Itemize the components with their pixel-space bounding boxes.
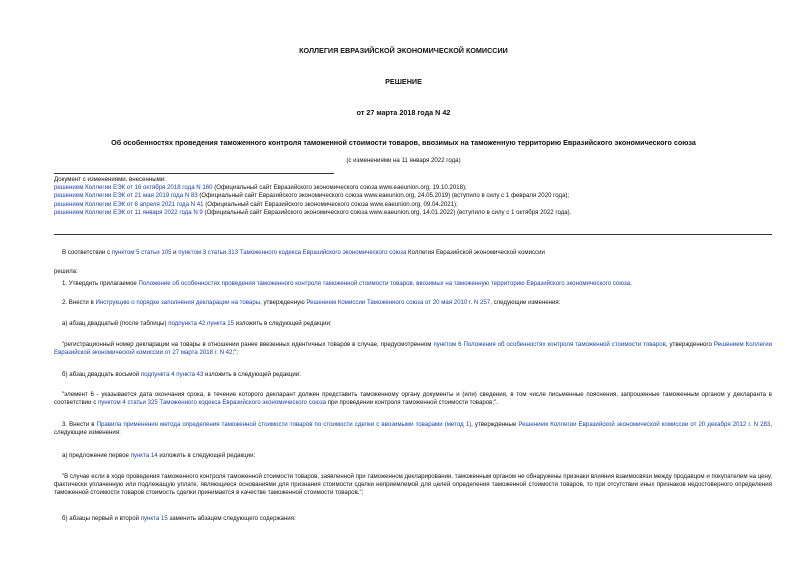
decision-link[interactable]: Решением Коллегии Евразийской экономической комиссии от 20 декабря 2012 г. N 283	[518, 421, 771, 428]
amendment-link[interactable]: решением Коллегии ЕЭК от 16 октября 2018 года N 160	[54, 184, 213, 192]
paragraph-preamble: В соответствии с пунктом 5 статьи 105 и пунктом 3 статьи 313 Таможенного кодекса Евразийского экономического союза Коллегия Евразийской экономической комиссии	[62, 249, 545, 256]
subclause-link[interactable]: подпункта 42 пункта 15	[168, 320, 235, 327]
regulation-link[interactable]: пунктом 6 Положения об особенностях контроля таможенной стоимости товаров	[433, 341, 666, 348]
divider-top	[54, 173, 334, 174]
paragraph-item-2: 2. Внести в Инструкцию о порядке заполнения декларации на товары, утвержденную Решением Комиссии Таможенного союза от 20 мая 2010 г. N 257, следующие изменения:	[62, 299, 561, 306]
amendment-item: решением Коллегии ЕЭК от 11 января 2022 года N 9 (Официальный сайт Евразийского экономического союза www.eaeunion.org, 14.01.2022) (вступило в силу с 1 октября 2022 года).	[54, 208, 572, 216]
subclause-link[interactable]: подпункта 4 пункта 43	[140, 371, 204, 378]
paragraph-item-2b: б) абзац двадцать восьмой подпункта 4 пункта 43 изложить в следующей редакции:	[62, 371, 301, 378]
version-note: (с изменениями на 11 января 2022 года)	[346, 157, 461, 164]
divider-bottom	[54, 234, 772, 235]
law-link[interactable]: пунктом 5 статьи 105	[111, 249, 172, 256]
clause-link[interactable]: пункта 15	[140, 515, 168, 522]
regulation-link[interactable]: Положение об особенностях проведения таможенного контроля таможенной стоимости товаров, ввозимых на таможенную территорию Евразийского экономического союза	[138, 280, 631, 287]
paragraph-item-1: 1. Утвердить прилагаемое Положение об особенностях проведения таможенного контроля таможенной стоимости товаров, ввозимых на таможенную территорию Евразийского экономического союза.	[62, 280, 632, 287]
document-title: Об особенностях проведения таможенного контроля таможенной стоимости товаров, ввозимых на таможенную территорию Евразийского экономического союза	[111, 138, 696, 147]
amendment-link[interactable]: решением Коллегии ЕЭК от 6 апреля 2021 года N 41	[54, 200, 204, 208]
document-type: РЕШЕНИЕ	[385, 77, 422, 86]
code-link[interactable]: пунктом 4 статьи 325 Таможенного кодекса Евразийского экономического союза	[97, 399, 327, 407]
issuing-body: КОЛЛЕГИЯ ЕВРАЗИЙСКОЙ ЭКОНОМИЧЕСКОЙ КОМИССИИ	[299, 46, 508, 55]
amendment-item: решением Коллегии ЕЭК от 16 октября 2018 года N 160 (Официальный сайт Евразийского экономического союза www.eaeunion.org, 19.10.2018);	[54, 184, 467, 192]
amendment-link[interactable]: решением Коллегии ЕЭК от 11 января 2022 года N 9	[54, 208, 203, 216]
paragraph-item-3b: б) абзацы первый и второй пункта 15 заменить абзацем следующего содержания:	[62, 515, 296, 522]
rules-link[interactable]: Правила применения метода определения таможенной стоимости товаров по стоимости сделки с ввозимыми товарами (метод 1)	[96, 421, 472, 428]
amendment-link[interactable]: решением Коллегии ЕЭК от 21 мая 2019 года N 83	[54, 192, 198, 200]
paragraph-item-3a: а) предложение первое пункта 14 изложить в следующей редакции:	[62, 452, 256, 459]
paragraph-decided: решила:	[54, 268, 78, 275]
amendment-item: решением Коллегии ЕЭК от 21 мая 2019 года N 83 (Официальный сайт Евразийского экономического союза www.eaeunion.org, 24.05.2019) (вступило в силу с 1 февраля 2020 года);	[54, 192, 570, 200]
decision-link[interactable]: Решением Коллегии Евразийской экономической комиссии от 27 марта 2018 г. N 42	[54, 341, 773, 357]
amendment-item: решением Коллегии ЕЭК от 6 апреля 2021 года N 41 (Официальный сайт Евразийского экономического союза www.eaeunion.org, 09.04.2021);	[54, 200, 458, 208]
document-date-number: от 27 марта 2018 года N 42	[356, 108, 451, 117]
amendments-list	[54, 176, 774, 217]
paragraph-quote-2: "элемент 6 - указывается дата окончания срока, в течение которого декларант должен представить таможенному органу документы и (или) сведения, в том числе письменные пояснения, запрошенные таможенным органом у декларанта в соответствии с пунктом 4 статьи 325 Таможенного кодекса Евразийского экономического союза при проведении контроля таможенной стоимости товаров;".	[54, 391, 772, 407]
amendments-heading: Документ с изменениями, внесенными:	[54, 176, 166, 183]
paragraph-item-2a: а) абзац двадцатый (после таблицы) подпункта 42 пункта 15 изложить в следующей редакции:	[62, 320, 332, 327]
clause-link[interactable]: пункта 14	[130, 452, 158, 459]
decision-link[interactable]: Решением Комиссии Таможенного союза от 20 мая 2010 г. N 257	[306, 299, 491, 306]
paragraph-quote-3: "В случае если в ходе проведения таможенного контроля таможенной стоимости товаров, заявленной при таможенном декларировании, таможенным органом не обнаружены признаки влияния взаимосвязи между продавцом и покупателем на цену, фактически уплаченную или подлежащую уплате, являющиеся основаниями для признания стоимости сделки неприемлемой для целей определения таможенной стоимости товаров, то при отсутствии иных признаков недостоверного определения таможенной стоимости товаров стоимость сделки принимается в качестве таможенной стоимости товаров.";	[54, 473, 772, 497]
paragraph-item-3: 3. Внести в Правила применения метода определения таможенной стоимости товаров по стоимости сделки с ввозимыми товарами (метод 1), утвержденные Решением Коллегии Евразийской экономической комиссии от 20 декабря 2012 г. N 283, следующие изменения:	[54, 421, 772, 437]
law-link[interactable]: пунктом 3 статьи 313 Таможенного кодекса Евразийского экономического союза	[178, 249, 407, 256]
instruction-link[interactable]: Инструкцию о порядке заполнения декларации на товары	[95, 299, 261, 306]
paragraph-quote-1: "регистрационный номер декларации на товары в отношении ранее ввезенных идентичных товаров в случае, предусмотренном пунктом 6 Положения об особенностях контроля таможенной стоимости товаров, утвержденного Решением Коллегии Евразийской экономической комиссии от 27 марта 2018 г. N 42;";	[54, 341, 773, 357]
